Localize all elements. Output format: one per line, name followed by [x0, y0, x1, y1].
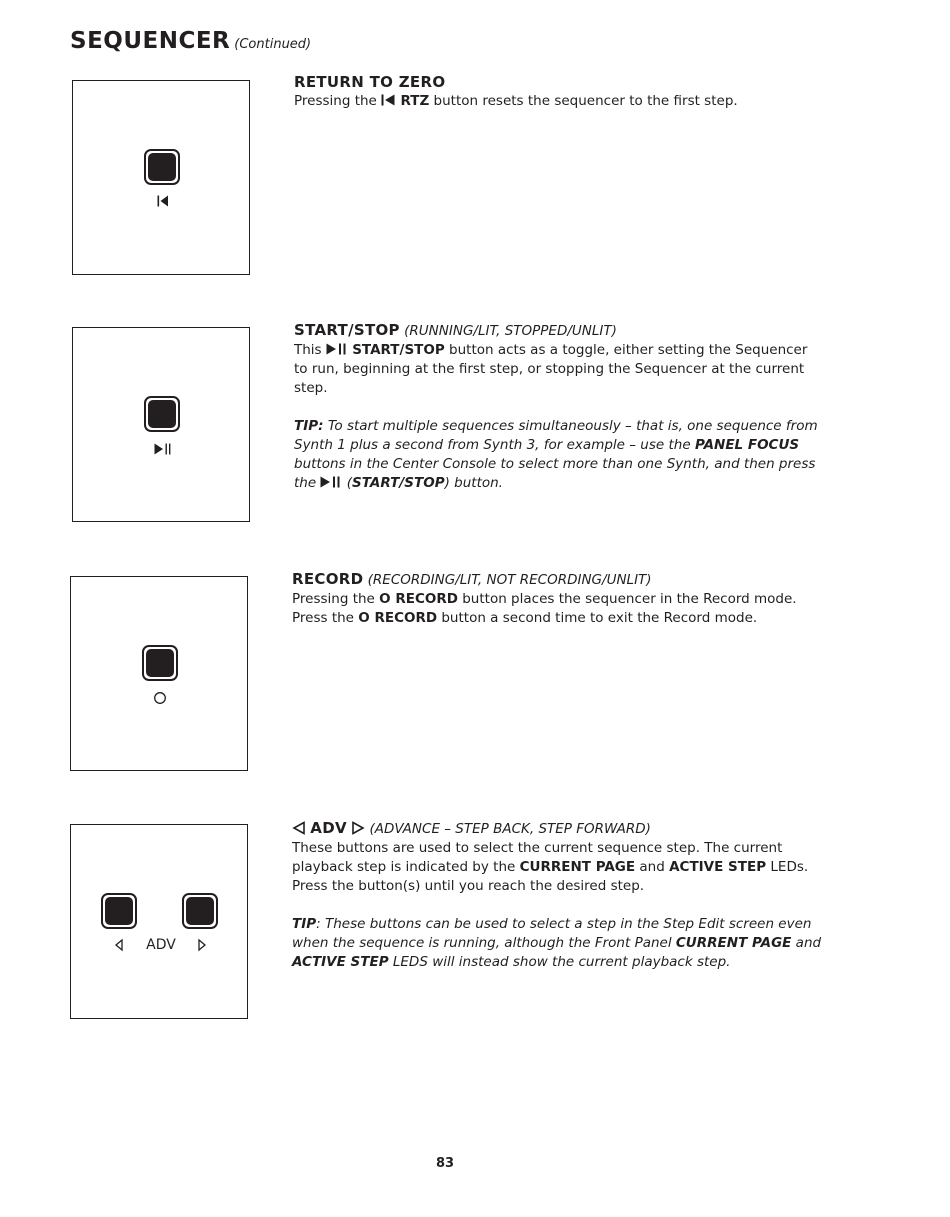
section-tip: TIP: These buttons can be used to select a step in the Step Edit screen even when the sequence is running, although the Front Panel CURRENT PAGE and ACTIVE STEP LEDS will instead show the current playback step. — [292, 916, 822, 970]
section-heading: RETURN TO ZERO — [294, 73, 446, 91]
step-forward-panel-button — [182, 893, 218, 929]
step-back-inline-icon — [292, 821, 306, 835]
record-panel-illustration — [70, 576, 248, 771]
section-start-stop — [294, 321, 824, 493]
section-heading-row — [292, 570, 822, 590]
adv-panel-illustration — [70, 824, 248, 1019]
section-heading-row — [294, 321, 824, 341]
play-pause-icon — [153, 442, 173, 456]
page-title — [70, 28, 311, 54]
section-body: Pressing the RTZ button resets the sequencer to the first step. — [294, 93, 738, 109]
section-heading: ADV — [310, 819, 347, 837]
section-heading: START/STOP — [294, 321, 400, 339]
section-body: These buttons are used to select the current sequence step. The current playback step is indicated by the CURRENT PAGE and ACTIVE STEP LEDs. Press the button(s) until you reach the desired step. — [292, 840, 809, 894]
play-pause-inline-icon — [326, 343, 348, 355]
step-forward-icon — [197, 938, 207, 952]
record-icon — [153, 691, 167, 705]
start-stop-panel-button — [144, 396, 180, 432]
section-tip: TIP: To start multiple sequences simultaneously – that is, one sequence from Synth 1 plus a second from Synth 3, for example – use the PANEL FOCUS buttons in the Center Console to select more than one Synth, and then press the (START/STOP) button. — [294, 418, 818, 491]
start-stop-panel-illustration — [72, 327, 250, 522]
adv-panel-label: ADV — [146, 937, 176, 953]
rtz-panel-button — [144, 149, 180, 185]
section-return-to-zero — [294, 73, 824, 111]
section-body: Pressing the O RECORD button places the sequencer in the Record mode. Press the O RECORD button a second time to exit the Record mode. — [292, 591, 797, 626]
section-subheading: (RUNNING/LIT, STOPPED/UNLIT) — [404, 323, 617, 339]
page-number: 83 — [435, 1156, 455, 1171]
rtz-panel-illustration — [72, 80, 250, 275]
step-back-icon — [114, 938, 124, 952]
section-heading: RECORD — [292, 570, 364, 588]
section-adv — [292, 819, 822, 972]
section-heading-row — [292, 819, 822, 839]
page-title-text: SEQUENCER — [70, 28, 231, 54]
page-title-suffix: (Continued) — [234, 37, 312, 52]
record-panel-button — [142, 645, 178, 681]
step-forward-inline-icon — [351, 821, 365, 835]
play-pause-inline-icon — [320, 476, 342, 488]
return-to-zero-inline-icon — [381, 94, 396, 106]
return-to-zero-icon — [156, 194, 170, 208]
section-subheading: (ADVANCE – STEP BACK, STEP FORWARD) — [369, 821, 651, 837]
step-back-panel-button — [101, 893, 137, 929]
section-subheading: (RECORDING/LIT, NOT RECORDING/UNLIT) — [367, 572, 652, 588]
section-body: This START/STOP button acts as a toggle, either setting the Sequencer to run, beginning at the first step, or stopping the Sequencer at the current step. — [294, 342, 808, 396]
section-record — [292, 570, 822, 628]
